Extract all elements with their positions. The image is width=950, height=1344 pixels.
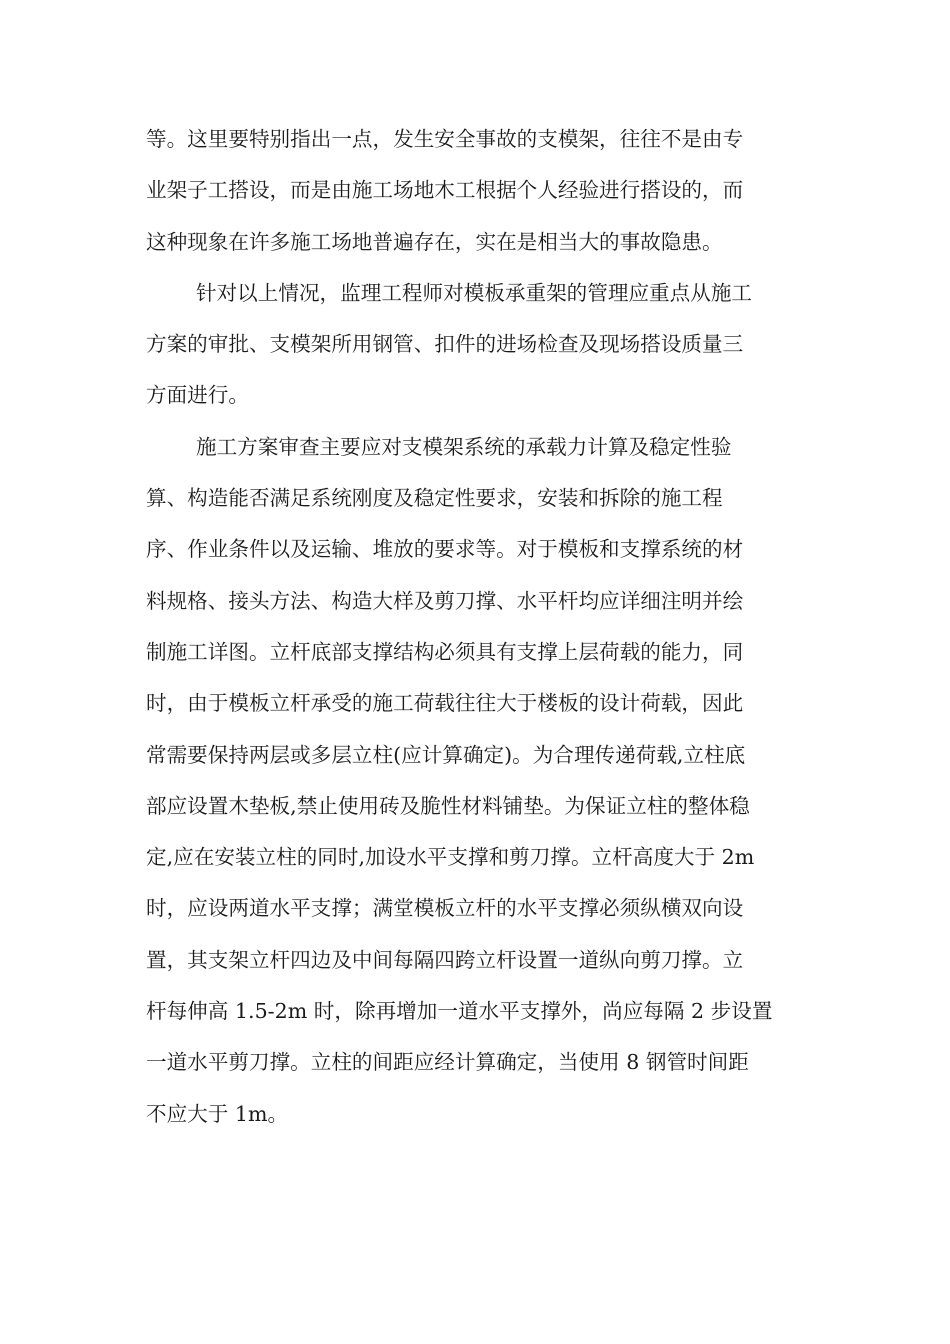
text-line: 施工方案审查主要应对支模架系统的承载力计算及稳定性验 (196, 434, 732, 459)
paragraph (146, 114, 806, 268)
text-line: 一道水平剪刀撑。立柱的间距应经计算确定，当使用 8 钢管时间距 (146, 1050, 749, 1075)
text-line: 业架子工搭设，而是由施工场地木工根据个人经验进行搭设的，而 (146, 178, 744, 203)
text-line: 杆每伸高 1.5-2m 时，除再增加一道水平支撑外，尚应每隔 2 步设置 (146, 999, 773, 1024)
text-line: 算、构造能否满足系统刚度及稳定性要求，安装和拆除的施工程 (146, 486, 723, 511)
text-line: 常需要保持两层或多层立柱(应计算确定)。为合理传递荷载,立柱底 (146, 742, 746, 767)
text-line: 序、作业条件以及运输、堆放的要求等。对于模板和支撑系统的材 (146, 537, 744, 562)
text-line: 时，由于模板立杆承受的施工荷载往往大于楼板的设计荷载，因此 (146, 691, 744, 716)
text-line: 料规格、接头方法、构造大样及剪刀撑、水平杆均应详细注明并绘 (146, 588, 744, 613)
paragraph (146, 422, 806, 1140)
text-line: 定,应在安装立柱的同时,加设水平支撑和剪刀撑。立杆高度大于 2m (146, 845, 755, 870)
body-text (146, 114, 806, 1140)
text-line: 这种现象在许多施工场地普遍存在，实在是相当大的事故隐患。 (146, 229, 723, 254)
text-line: 等。这里要特别指出一点，发生安全事故的支模架，往往不是由专 (146, 127, 744, 151)
paragraph (146, 268, 806, 422)
text-line: 时，应设两道水平支撑；满堂模板立杆的水平支撑必须纵横双向设 (146, 896, 744, 921)
text-line: 部应设置木垫板,禁止使用砖及脆性材料铺垫。为保证立柱的整体稳 (146, 793, 750, 818)
text-line: 针对以上情况，监理工程师对模板承重架的管理应重点从施工 (196, 280, 753, 305)
text-line: 方案的审批、支模架所用钢管、扣件的进场检查及现场搭设质量三 (146, 332, 744, 357)
text-line: 置，其支架立杆四边及中间每隔四跨立杆设置一道纵向剪刀撑。立 (146, 947, 744, 972)
text-line: 不应大于 1m。 (146, 1101, 289, 1126)
text-line: 方面进行。 (146, 383, 249, 408)
text-line: 制施工详图。立杆底部支撑结构必须具有支撑上层荷载的能力，同 (146, 639, 744, 664)
